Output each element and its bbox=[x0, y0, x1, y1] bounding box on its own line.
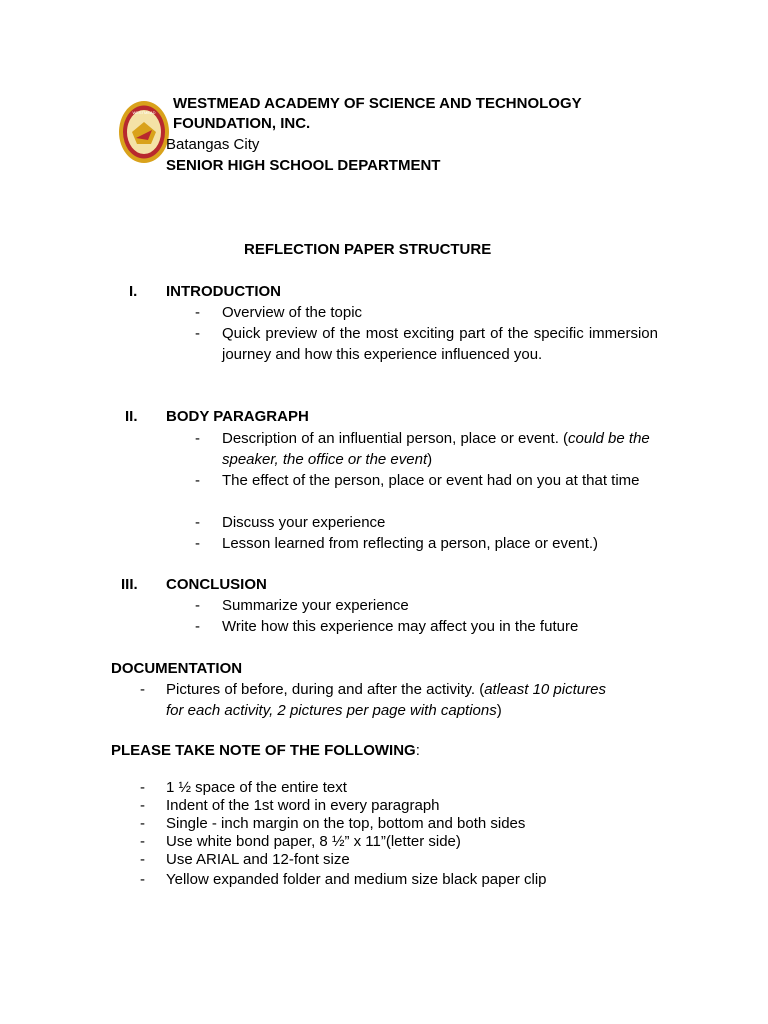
bullet-dash: - bbox=[140, 871, 145, 888]
documentation-text: Pictures of before, during and after the activity. ( bbox=[166, 681, 485, 698]
list-item: Quick preview of the most exciting part of the specific immersion journey and how this experience influenced you. bbox=[222, 325, 658, 363]
list-item-italic: could be the speaker, the office or the event bbox=[222, 430, 650, 468]
notes-heading-text: PLEASE TAKE NOTE OF THE FOLLOWING bbox=[111, 742, 416, 759]
bullet-dash: - bbox=[140, 779, 145, 796]
bullet-dash: - bbox=[195, 514, 200, 531]
note-item: Indent of the 1st word in every paragraph bbox=[166, 797, 440, 814]
bullet-dash: - bbox=[195, 597, 200, 614]
note-item: Use ARIAL and 12-font size bbox=[166, 851, 350, 868]
documentation-italic: atleast 10 pictures for each activity, 2 pictures per page with captions bbox=[166, 681, 606, 719]
school-name-line1: WESTMEAD ACADEMY OF SCIENCE AND TECHNOLOGY bbox=[173, 95, 582, 112]
list-item: Overview of the topic bbox=[222, 304, 363, 321]
note-item: Single - inch margin on the top, bottom and both sides bbox=[166, 815, 526, 832]
section-heading-conclusion: CONCLUSION bbox=[166, 576, 267, 593]
note-item: Yellow expanded folder and medium size black paper clip bbox=[166, 871, 547, 888]
bullet-dash: - bbox=[195, 618, 200, 635]
notes-heading bbox=[111, 741, 420, 761]
list-item: Write how this experience may affect you in the future bbox=[222, 618, 579, 635]
list-item-text: Description of an influential person, place or event. ( bbox=[222, 430, 569, 447]
bullet-dash: - bbox=[140, 681, 145, 698]
list-item: The effect of the person, place or event had on you at that time bbox=[222, 472, 640, 489]
list-item: Summarize your experience bbox=[222, 597, 409, 614]
bullet-dash: - bbox=[140, 797, 145, 814]
note-item: Use white bond paper, 8 ½” x 11”(letter side) bbox=[166, 833, 461, 850]
page-title: REFLECTION PAPER STRUCTURE bbox=[244, 241, 492, 258]
school-logo bbox=[118, 100, 170, 164]
logo-text: WESTMEAD bbox=[132, 110, 156, 115]
list-item bbox=[222, 428, 662, 470]
list-item-close: ) bbox=[427, 451, 433, 468]
section-numeral: II. bbox=[125, 408, 138, 425]
department-name: SENIOR HIGH SCHOOL DEPARTMENT bbox=[166, 157, 441, 174]
notes-heading-colon: : bbox=[415, 742, 420, 759]
bullet-dash: - bbox=[140, 851, 145, 868]
list-item: Discuss your experience bbox=[222, 514, 386, 531]
bullet-dash: - bbox=[195, 535, 200, 552]
bullet-dash: - bbox=[140, 833, 145, 850]
bullet-dash: - bbox=[140, 815, 145, 832]
documentation-item bbox=[166, 679, 626, 721]
list-item: Lesson learned from reflecting a person, place or event.) bbox=[222, 535, 599, 552]
documentation-close: ) bbox=[496, 702, 502, 719]
note-item: 1 ½ space of the entire text bbox=[166, 779, 347, 796]
bullet-dash: - bbox=[195, 304, 200, 321]
section-heading-body: BODY PARAGRAPH bbox=[166, 408, 309, 425]
bullet-dash: - bbox=[195, 430, 200, 447]
school-name-line2: FOUNDATION, INC. bbox=[173, 115, 311, 132]
section-heading-introduction: INTRODUCTION bbox=[166, 283, 281, 300]
bullet-dash: - bbox=[195, 325, 200, 342]
bullet-dash: - bbox=[195, 472, 200, 489]
section-numeral: I. bbox=[129, 283, 138, 300]
school-city: Batangas City bbox=[166, 136, 260, 153]
documentation-heading: DOCUMENTATION bbox=[111, 660, 243, 677]
section-numeral: III. bbox=[121, 576, 138, 593]
